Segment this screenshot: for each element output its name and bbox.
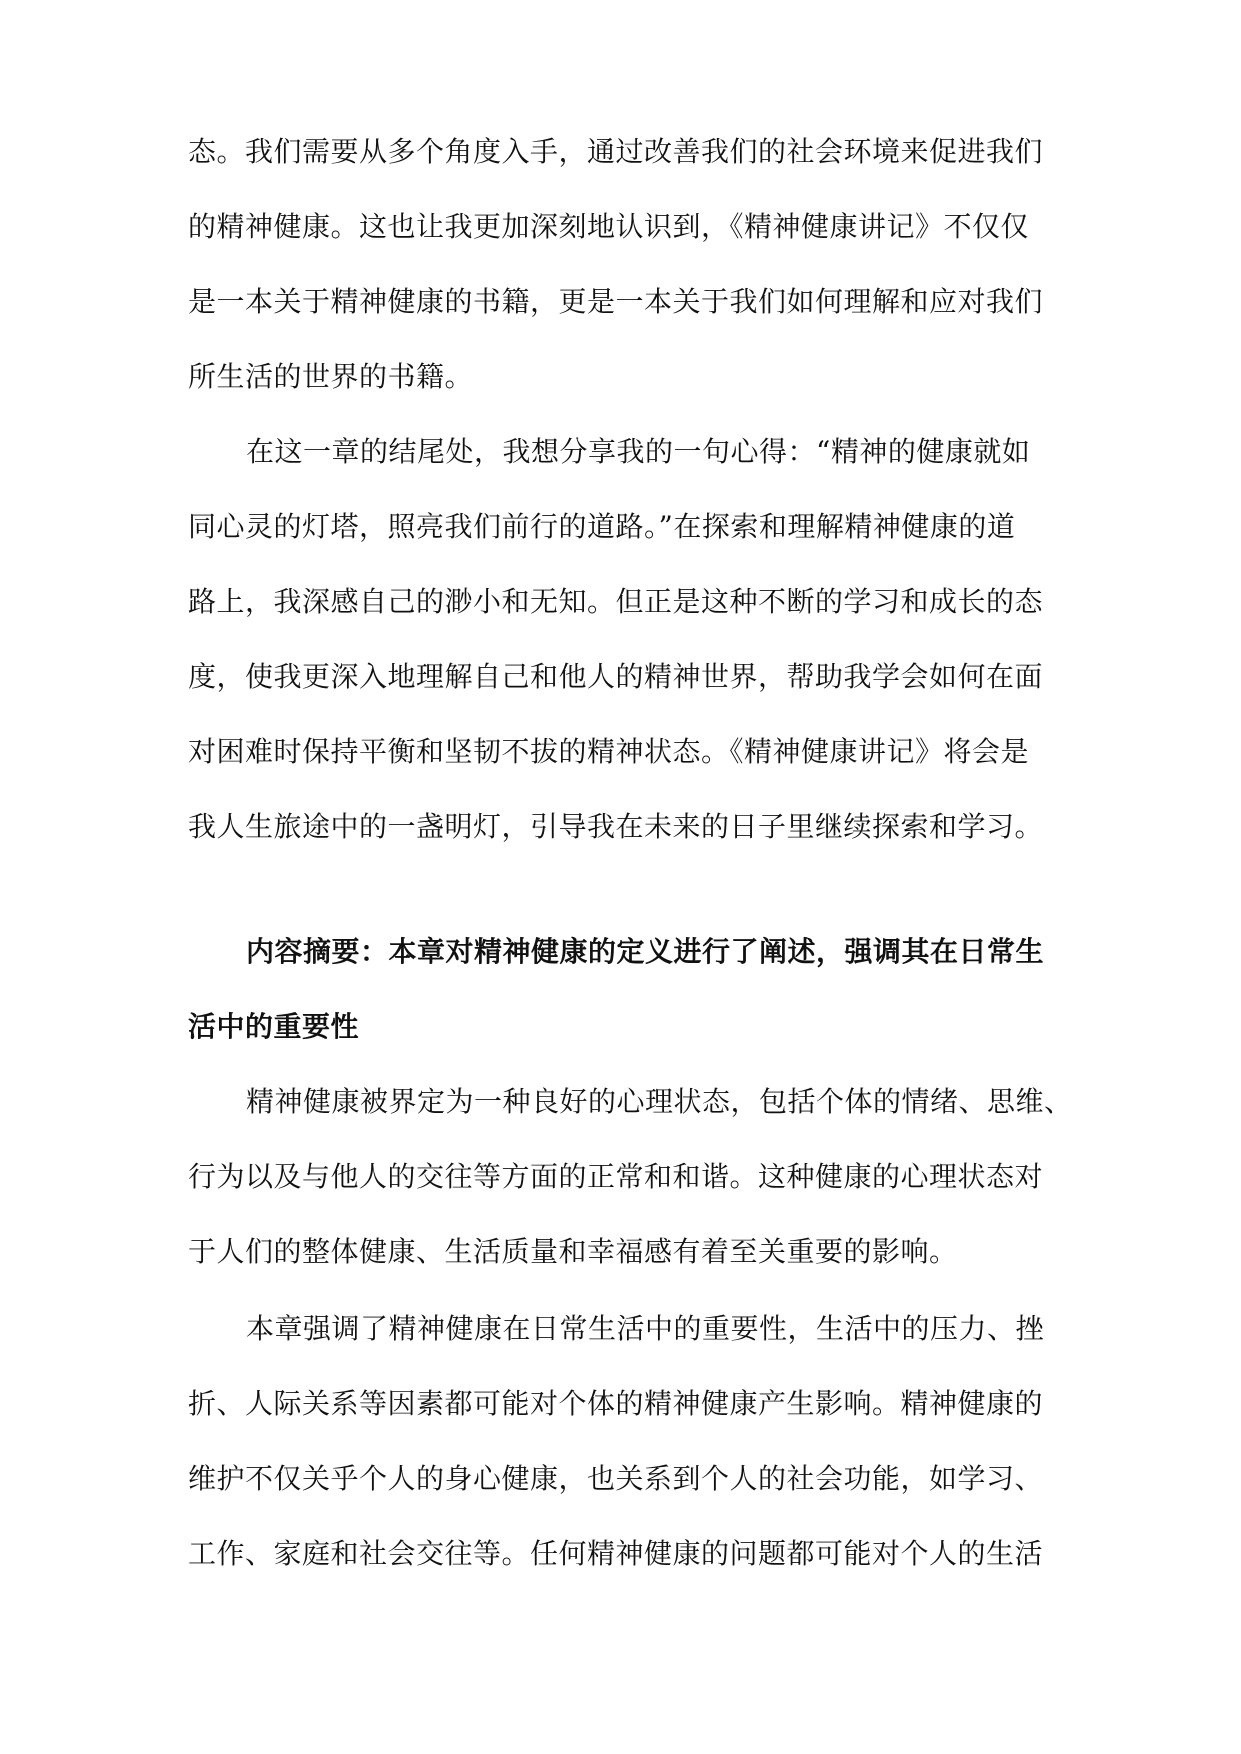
text-line: 所生活的世界的书籍。 bbox=[188, 360, 474, 393]
text-line: 于人们的整体健康、生活质量和幸福感有着至关重要的影响。 bbox=[188, 1235, 958, 1268]
text-line: 折、人际关系等因素都可能对个体的精神健康产生影响。精神健康的 bbox=[188, 1387, 1044, 1420]
text-line: 路上，我深感自己的渺小和无知。但正是这种不断的学习和成长的态 bbox=[188, 585, 1044, 618]
text-line: 的精神健康。这也让我更加深刻地认识到，《精神健康讲记》不仅仅 bbox=[188, 210, 1030, 243]
text-line: 维护不仅关乎个人的身心健康，也关系到个人的社会功能，如学习、 bbox=[188, 1462, 1044, 1495]
text-line: 行为以及与他人的交往等方面的正常和和谐。这种健康的心理状态对 bbox=[188, 1160, 1044, 1193]
text-line: 工作、家庭和社会交往等。任何精神健康的问题都可能对个人的生活 bbox=[188, 1537, 1044, 1570]
text-line: 精神健康被界定为一种良好的心理状态，包括个体的情绪、思维、 bbox=[246, 1085, 1073, 1118]
section-heading: 活中的重要性 bbox=[188, 1010, 360, 1043]
text-line: 态。我们需要从多个角度入手，通过改善我们的社会环境来促进我们 bbox=[188, 135, 1044, 168]
section-heading: 内容摘要：本章对精神健康的定义进行了阐述，强调其在日常生 bbox=[246, 935, 1045, 968]
text-line: 度，使我更深入地理解自己和他人的精神世界，帮助我学会如何在面 bbox=[188, 660, 1044, 693]
text-line: 是一本关于精神健康的书籍，更是一本关于我们如何理解和应对我们 bbox=[188, 285, 1044, 318]
text-line: 在这一章的结尾处，我想分享我的一句心得：“精神的健康就如 bbox=[246, 435, 1031, 468]
text-line: 同心灵的灯塔，照亮我们前行的道路。”在探索和理解精神健康的道 bbox=[188, 510, 1016, 543]
text-line: 本章强调了精神健康在日常生活中的重要性，生活中的压力、挫 bbox=[246, 1312, 1045, 1345]
text-line: 我人生旅途中的一盏明灯，引导我在未来的日子里继续探索和学习。 bbox=[188, 810, 1044, 843]
text-line: 对困难时保持平衡和坚韧不拔的精神状态。《精神健康讲记》将会是 bbox=[188, 735, 1030, 768]
